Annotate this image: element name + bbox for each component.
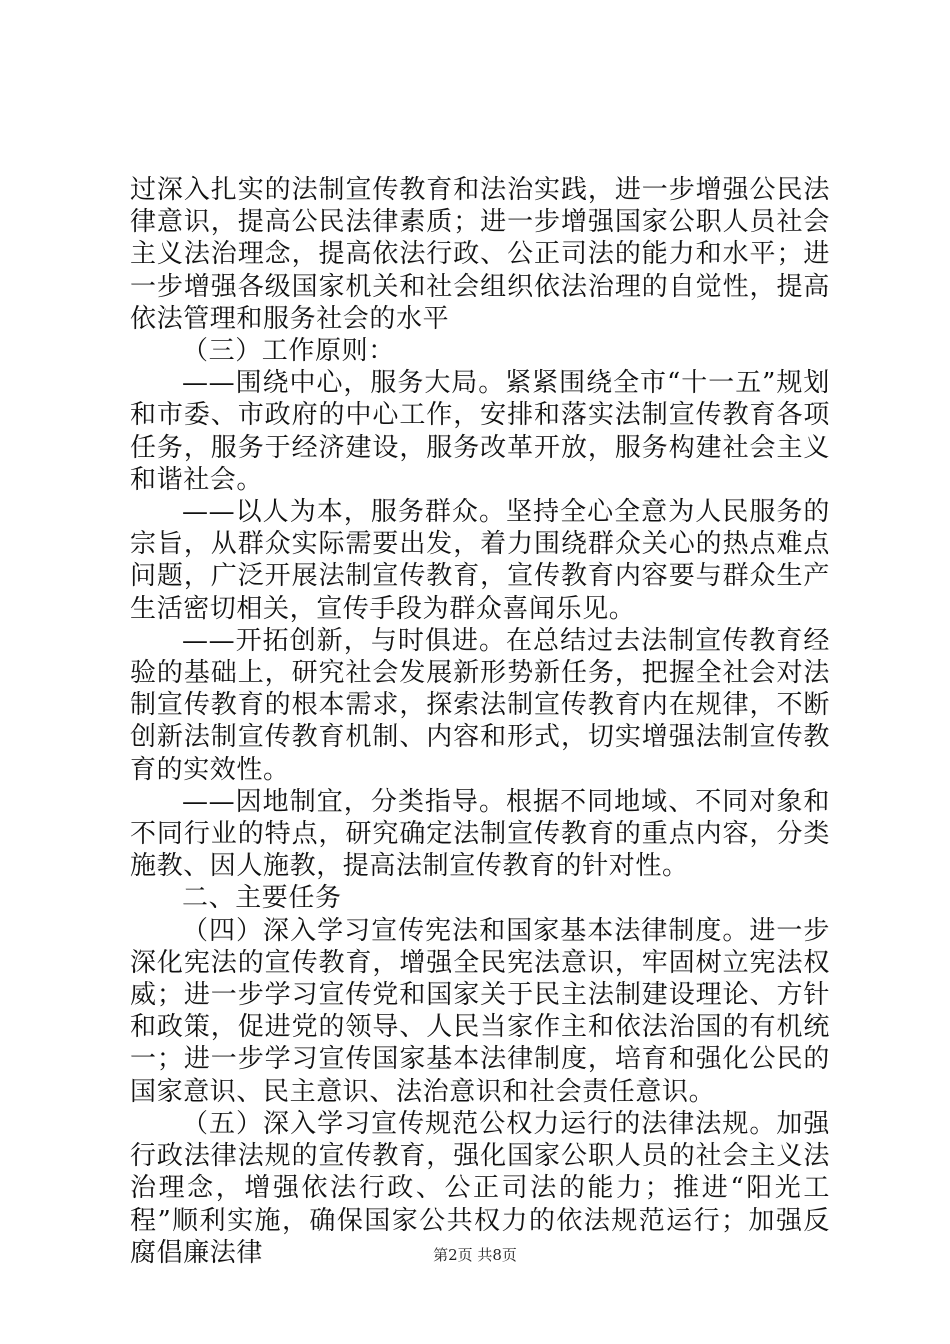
paragraph-principle-2: ——以人为本，服务群众。坚持全心全意为人民服务的宗旨，从群众实际需要出发，着力围绕群众关心的热点难点问题，广泛开展法制宣传教育，宣传教育内容要与群众生产生活密切相关，宣传手段为群众喜闻乐见。 (130, 497, 830, 624)
paragraph-principle-1: ——围绕中心，服务大局。紧紧围绕全市“十一五”规划和市委、市政府的中心工作，安排和落实法制宣传教育各项任务，服务于经济建设，服务改革开放，服务构建社会主义和谐社会。 (130, 368, 830, 495)
paragraph-continuation: 过深入扎实的法制宣传教育和法治实践，进一步增强公民法律意识，提高公民法律素质；进一步增强国家公职人员社会主义法治理念，提高依法行政、公正司法的能力和水平；进一步增强各级国家机关和社会组织依法治理的自觉性，提高依法管理和服务社会的水平 (130, 175, 830, 334)
paragraph-task-5: （五）深入学习宣传规范公权力运行的法律法规。加强行政法律法规的宣传教育，强化国家公职人员的社会主义法治理念，增强依法行政、公正司法的能力；推进“阳光工程”顺利实施，确保国家公共权力的依法规范运行；加强反腐倡廉法律 (130, 1108, 830, 1268)
paragraph-heading-work-principles: （三）工作原则： (182, 336, 395, 367)
paragraph-principle-3: ——开拓创新，与时俱进。在总结过去法制宣传教育经验的基础上，研究社会发展新形势新任务，把握全社会对法制宣传教育的根本需求，探索法制宣传教育内在规律，不断创新法制宣传教育机制、内容和形式，切实增强法制宣传教育的实效性。 (130, 625, 830, 785)
page-footer: 第2页 共8页 (433, 1246, 517, 1264)
paragraph-task-4: （四）深入学习宣传宪法和国家基本法律制度。进一步深化宪法的宣传教育，增强全民宪法意识，牢固树立宪法权威；进一步学习宣传党和国家关于民主法制建设理论、方针和政策，促进党的领导、人民当家作主和依法治国的有机统一；进一步学习宣传国家基本法律制度，培育和强化公民的国家意识、民主意识、法治意识和社会责任意识。 (130, 915, 830, 1107)
section-heading-main-tasks: 二、主要任务 (182, 883, 342, 914)
document-body (130, 174, 830, 1269)
paragraph-principle-4: ——因地制宜，分类指导。根据不同地域、不同对象和不同行业的特点，研究确定法制宣传教育的重点内容，分类施教、因人施教，提高法制宣传教育的针对性。 (130, 786, 830, 882)
